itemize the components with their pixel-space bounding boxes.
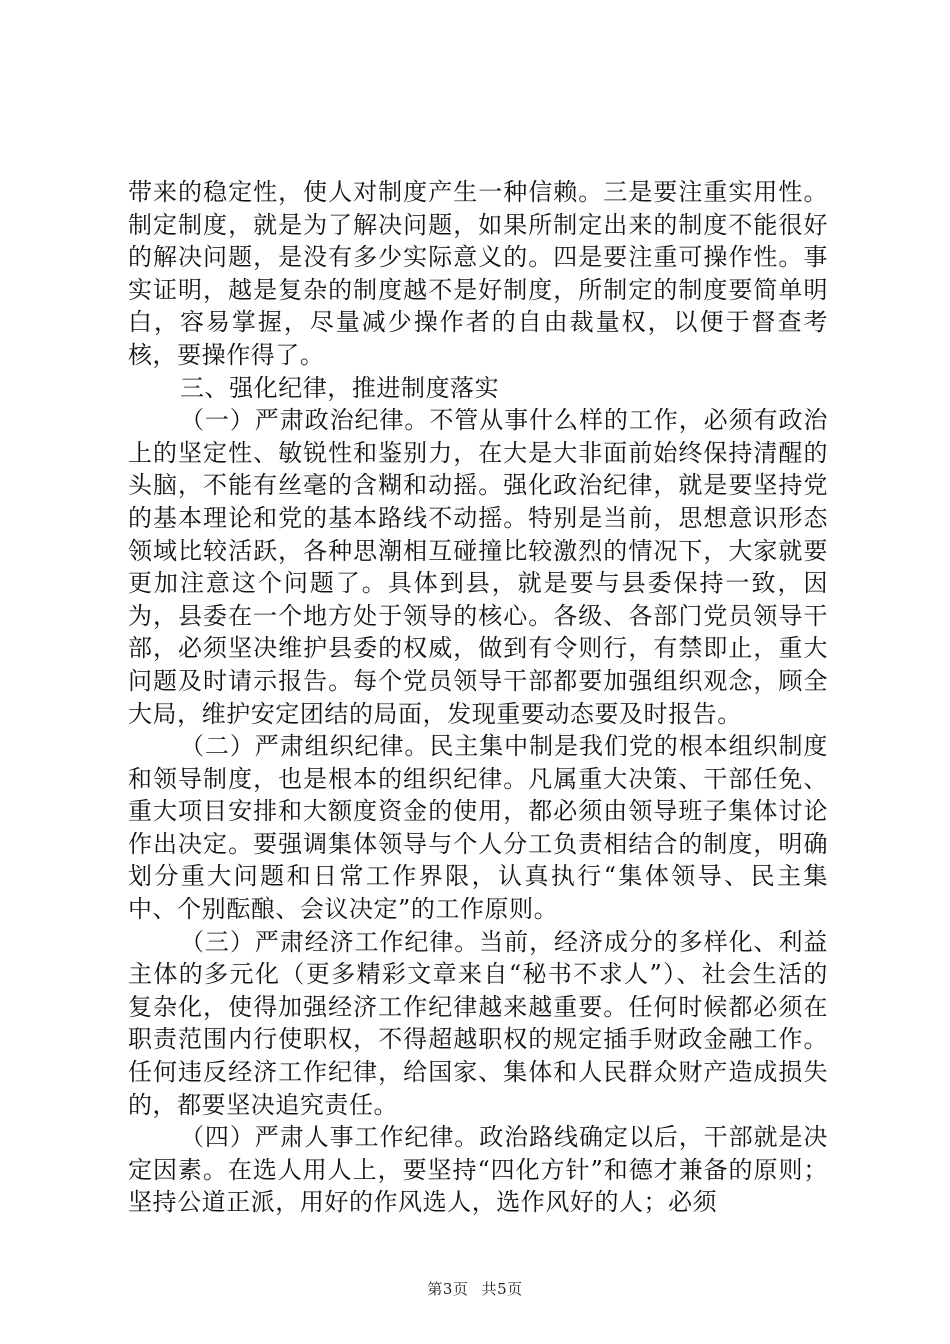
document-body (128, 176, 828, 1219)
paragraph-economic-discipline: （三）严肃经济工作纪律。当前，经济成分的多样化、利益主体的多元化（更多精彩文章来自“秘书不求人”）、社会生活的复杂化，使得加强经济工作纪律越来越重要。任何时候都必须在职责范围内行使职权，不得超越职权的规定插手财政金融工作。任何违反经济工作纪律，给国家、集体和人民群众财产造成损失的，都要坚决追究责任。 (128, 927, 828, 1119)
section-heading: 三、强化纪律，推进制度落实 (180, 373, 500, 402)
page-footer (0, 1278, 950, 1299)
paragraph-continuation: 带来的稳定性，使人对制度产生一种信赖。三是要注重实用性。制定制度，就是为了解决问题，如果所制定出来的制度不能很好的解决问题，是没有多少实际意义的。四是要注重可操作性。事实证明，越是复杂的制度越不是好制度，所制定的制度要简单明白，容易掌握，尽量减少操作者的自由裁量权，以便于督查考核，要操作得了。 (128, 178, 828, 369)
paragraph-political-discipline: （一）严肃政治纪律。不管从事什么样的工作，必须有政治上的坚定性、敏锐性和鉴别力，在大是大非面前始终保持清醒的头脑，不能有丝毫的含糊和动摇。强化政治纪律，就是要坚持党的基本理论和党的基本路线不动摇。特别是当前，思想意识形态领域比较活跃，各种思潮相互碰撞比较激烈的情况下，大家就要更加注意这个问题了。具体到县，就是要与县委保持一致，因为，县委在一个地方处于领导的核心。各级、各部门党员领导干部，必须坚决维护县委的权威，做到有令则行，有禁即止，重大问题及时请示报告。每个党员领导干部都要加强组织观念，顾全大局，维护安定团结的局面，发现重要动态要及时报告。 (128, 406, 828, 728)
paragraph-personnel-discipline: （四）严肃人事工作纪律。政治路线确定以后，干部就是决定因素。在选人用人上，要坚持“四化方针”和德才兼备的原则；坚持公道正派，用好的作风选人，选作风好的人；必须 (128, 1123, 828, 1217)
page-number: 第3页 (427, 1280, 469, 1298)
page-total: 共5页 (481, 1280, 523, 1298)
paragraph-organizational-discipline: （二）严肃组织纪律。民主集中制是我们党的根本组织制度和领导制度，也是根本的组织纪律。凡属重大决策、干部任免、重大项目安排和大额度资金的使用，都必须由领导班子集体讨论作出决定。要强调集体领导与个人分工负责相结合的制度，明确划分重大问题和日常工作界限，认真执行“集体领导、民主集中、个别酝酿、会议决定”的工作原则。 (128, 732, 828, 924)
